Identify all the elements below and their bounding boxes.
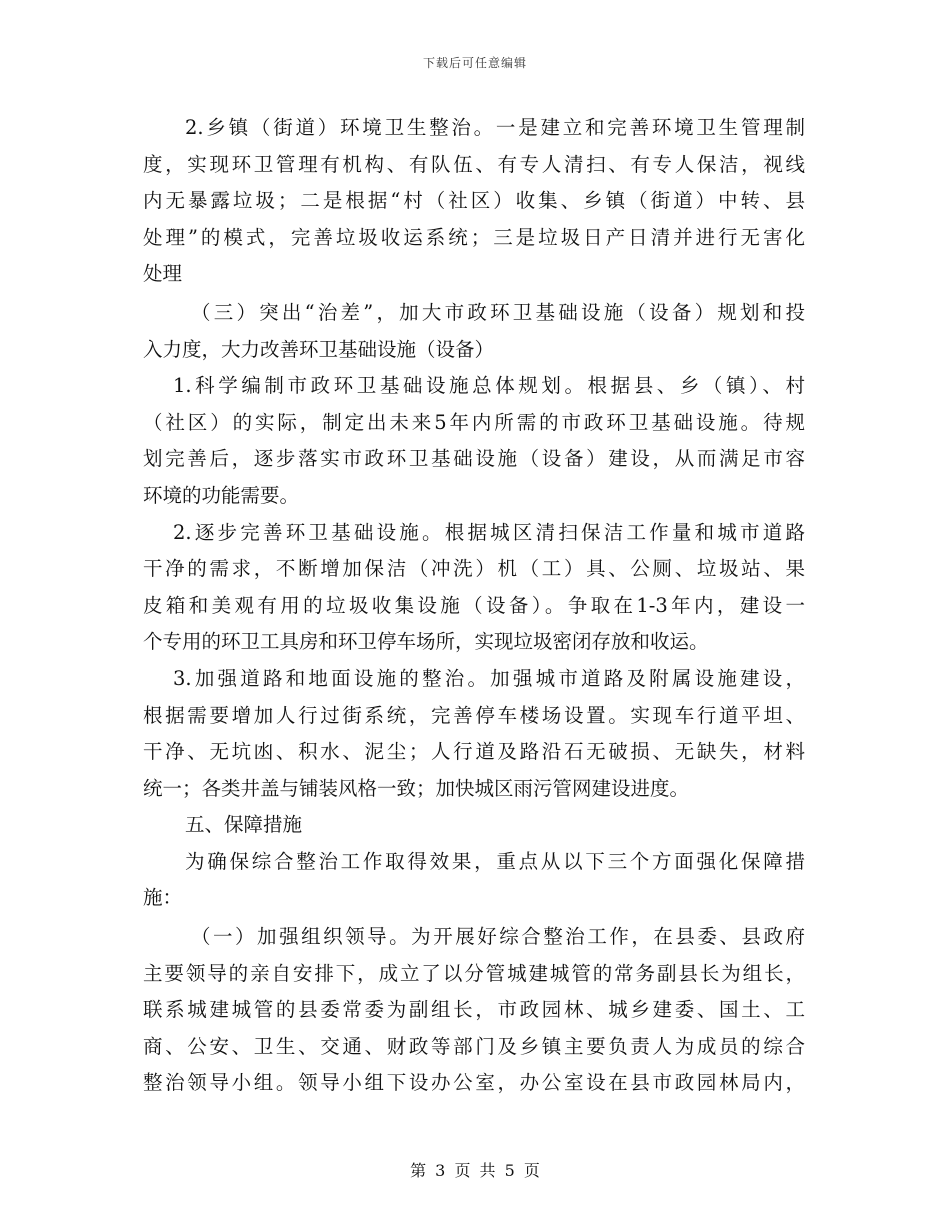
paragraph-line: 联系城建城管的县委常委为副组长，市政园林、城乡建委、国土、工 [143,998,805,1022]
page-header-note: 下载后可任意编辑 [422,56,527,70]
paragraph-line: 干净、无坑凼、积水、泥尘；人行道及路沿石无破损、无缺失，材料 [143,740,805,764]
paragraph-line: 处理 [143,262,183,286]
paragraph-line: 2.逐步完善环卫基础设施。根据城区清扫保洁工作量和城市道路 [173,520,805,544]
paragraph-line: 皮箱和美观有用的垃圾收集设施（设备）。争取在1-3年内，建设一 [143,593,805,617]
paragraph-line: 2.乡镇（街道）环境卫生整治。一是建立和完善环境卫生管理制 [185,116,805,139]
paragraph-line: 处理”的模式，完善垃圾收运系统；三是垃圾日产日清并进行无害化 [143,225,805,249]
page-number-footer: 第 3 页 共 5 页 [410,1161,540,1180]
paragraph-line: 内无暴露垃圾；二是根据“村（社区）收集、乡镇（街道）中转、县 [143,189,805,213]
paragraph-line: 划完善后，逐步落实市政环卫基础设施（设备）建设，从而满足市容 [143,447,805,471]
paragraph-line: 主要领导的亲自安排下，成立了以分管城建城管的常务副县长为组长， [143,961,805,985]
paragraph-line: （一）加强组织领导。为开展好综合整治工作，在县委、县政府 [191,925,805,949]
section-heading: 五、保障措施 [185,813,303,837]
paragraph-line: （社区）的实际，制定出未来5年内所需的市政环卫基础设施。待规 [143,410,805,434]
document-body [143,110,805,1102]
paragraph-line: 为确保综合整治工作取得效果，重点从以下三个方面强化保障措 [185,849,805,873]
paragraph-line: 统一；各类井盖与铺装风格一致；加快城区雨污管网建设进度。 [143,776,690,800]
paragraph-line: 1.科学编制市政环卫基础设施总体规划。根据县、乡（镇）、村 [173,374,805,398]
paragraph-line: 环境的功能需要。 [143,483,300,507]
paragraph-line: 个专用的环卫工具房和环卫停车场所，实现垃圾密闭存放和收运。 [143,630,709,654]
paragraph-line: （三）突出“治差”，加大市政环卫基础设施（设备）规划和投 [191,300,805,324]
paragraph-line: 3.加强道路和地面设施的整治。加强城市道路及附属设施建设， [173,666,805,690]
paragraph-line: 施： [143,886,183,910]
paragraph-line: 度，实现环卫管理有机构、有队伍、有专人清扫、有专人保洁，视线 [143,152,805,176]
paragraph-line: 干净的需求，不断增加保洁（冲洗）机（工）具、公厕、垃圾站、果 [143,557,805,581]
paragraph-line: 整治领导小组。领导小组下设办公室，办公室设在县市政园林局内， [143,1071,805,1095]
paragraph-line: 商、公安、卫生、交通、财政等部门及乡镇主要负责人为成员的综合 [143,1034,805,1058]
paragraph-line: 入力度，大力改善环卫基础设施（设备） [143,337,495,361]
paragraph-line: 根据需要增加人行过街系统，完善停车楼场设置。实现车行道平坦、 [143,703,805,727]
